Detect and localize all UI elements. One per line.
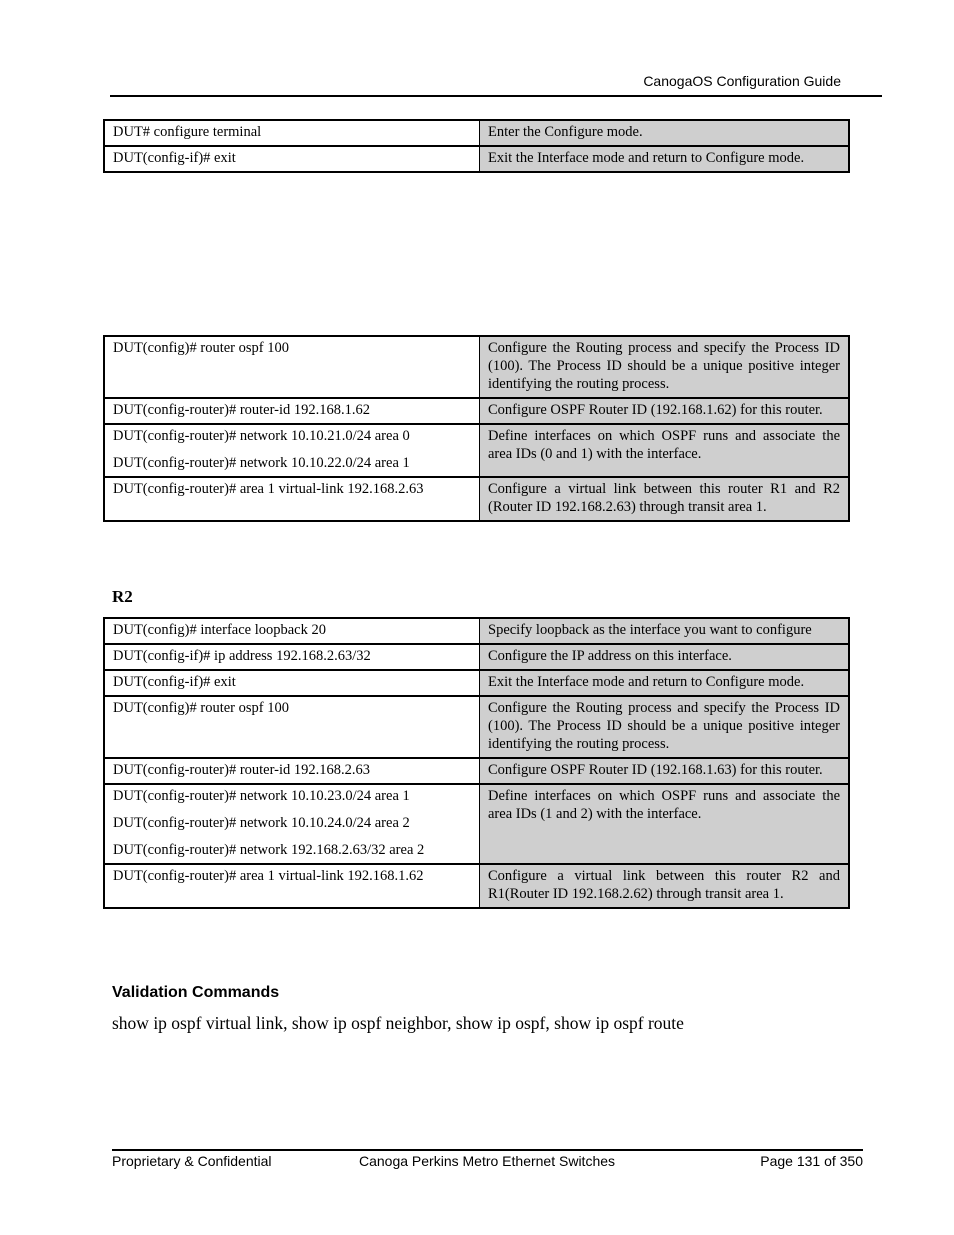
description-cell: Configure the Routing process and specify the Process ID (100). The Process ID should be a unique positive integer identifying the routing process. (480, 696, 850, 758)
command-cell (104, 146, 480, 172)
command-text: DUT(config-if)# exit (113, 150, 236, 166)
table-row (104, 758, 849, 784)
command-cell (104, 758, 480, 784)
table-row (104, 477, 849, 521)
table-row (104, 696, 849, 758)
command-text: DUT(config-router)# area 1 virtual-link 192.168.2.63 (113, 481, 424, 497)
description-cell: Specify loopback as the interface you want to configure (480, 618, 850, 644)
validation-text: show ip ospf virtual link, show ip ospf neighbor, show ip ospf, show ip ospf route (112, 1013, 684, 1033)
description-cell: Configure a virtual link between this router R2 and R1(Router ID 192.168.2.62) through transit area 1. (480, 864, 850, 908)
command-cell (104, 784, 480, 864)
command-text: DUT(config-router)# router-id 192.168.2.63 (113, 762, 371, 778)
description-cell: Define interfaces on which OSPF runs and associate the area IDs (1 and 2) with the interface. (480, 784, 850, 864)
command-cell (104, 336, 480, 398)
command-cell (104, 864, 480, 908)
command-text: DUT(config-router)# network 10.10.24.0/24 area 2 (113, 815, 410, 831)
footer-left: Proprietary & Confidential (112, 1153, 272, 1169)
description-cell: Configure a virtual link between this router R1 and R2 (Router ID 192.168.2.63) through transit area 1. (480, 477, 850, 521)
table-row (104, 670, 849, 696)
running-header-title: CanogaOS Configuration Guide (643, 73, 841, 89)
description-cell: Exit the Interface mode and return to Configure mode. (480, 146, 850, 172)
command-text: DUT(config-router)# network 10.10.21.0/24 area 0 (113, 428, 410, 444)
command-cell (104, 670, 480, 696)
footer-rule (112, 1149, 863, 1151)
command-cell (104, 618, 480, 644)
table-row (104, 336, 849, 398)
command-text: DUT(config)# router ospf 100 (113, 340, 289, 356)
description-cell: Configure the Routing process and specify the Process ID (100). The Process ID should be a unique positive integer identifying the routing process. (480, 336, 850, 398)
footer-center: Canoga Perkins Metro Ethernet Switches (359, 1153, 616, 1169)
validation-heading: Validation Commands (112, 984, 280, 1001)
command-text: DUT# configure terminal (113, 124, 262, 140)
command-text: DUT(config-router)# network 10.10.22.0/24 area 1 (113, 455, 410, 471)
command-text: DUT(config-router)# network 192.168.2.63/32 area 2 (113, 842, 425, 858)
table-row (104, 120, 849, 146)
command-cell (104, 696, 480, 758)
table-row (104, 618, 849, 644)
section-title-r2: R2 (112, 587, 133, 606)
command-cell (104, 398, 480, 424)
command-text: DUT(config)# router ospf 100 (113, 700, 289, 716)
command-text: DUT(config-router)# area 1 virtual-link 192.168.1.62 (113, 868, 424, 884)
table-row (104, 146, 849, 172)
description-cell: Configure the IP address on this interface. (480, 644, 850, 670)
command-table-1 (103, 119, 850, 173)
description-cell: Define interfaces on which OSPF runs and associate the area IDs (0 and 1) with the interface. (480, 424, 850, 477)
table-row (104, 864, 849, 908)
command-text: DUT(config-router)# router-id 192.168.1.62 (113, 402, 371, 418)
command-cell (104, 477, 480, 521)
command-table-r2 (103, 617, 850, 909)
description-cell: Configure OSPF Router ID (192.168.1.63) for this router. (480, 758, 850, 784)
command-cell (104, 644, 480, 670)
description-cell: Configure OSPF Router ID (192.168.1.62) for this router. (480, 398, 850, 424)
table-row (104, 424, 849, 477)
command-text: DUT(config-if)# exit (113, 674, 236, 690)
description-cell: Enter the Configure mode. (480, 120, 850, 146)
command-text: DUT(config)# interface loopback 20 (113, 622, 326, 638)
table-row (104, 644, 849, 670)
header-rule (110, 95, 882, 97)
command-cell (104, 424, 480, 477)
table-row (104, 398, 849, 424)
footer-page-number: Page 131 of 350 (760, 1153, 863, 1169)
command-cell (104, 120, 480, 146)
command-table-r1 (103, 335, 850, 522)
description-cell: Exit the Interface mode and return to Configure mode. (480, 670, 850, 696)
command-text: DUT(config-router)# network 10.10.23.0/24 area 1 (113, 788, 410, 804)
table-row (104, 784, 849, 864)
command-text: DUT(config-if)# ip address 192.168.2.63/32 (113, 648, 371, 664)
